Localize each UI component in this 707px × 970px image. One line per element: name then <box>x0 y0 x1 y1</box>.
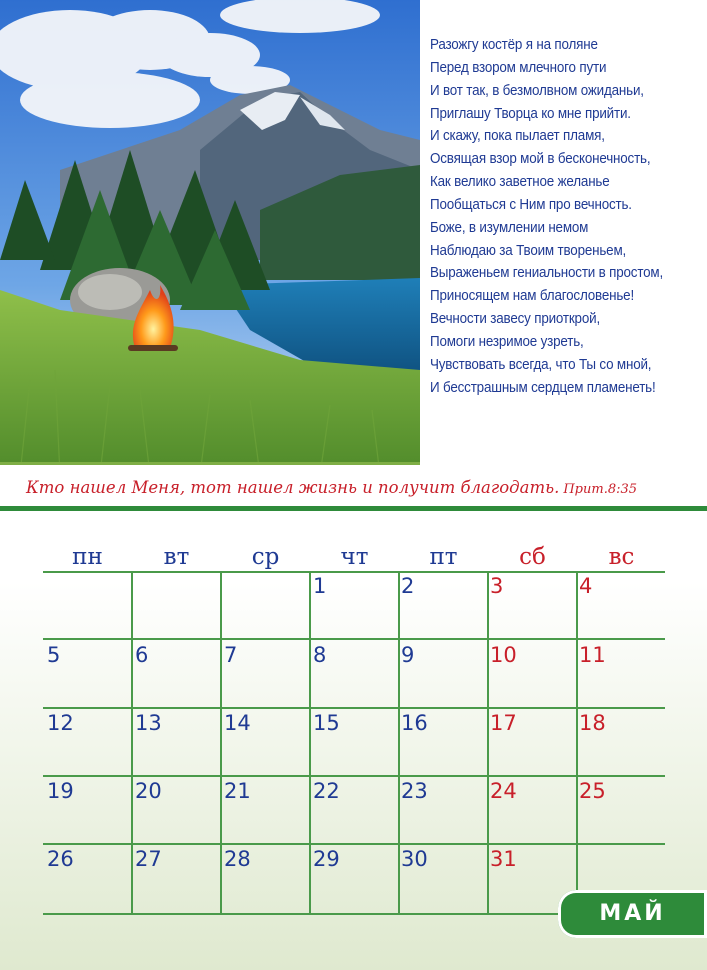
weekday-sat: сб <box>519 544 546 570</box>
day-cell: 10 <box>490 643 517 667</box>
grid-line <box>220 571 222 913</box>
landscape-photo <box>0 0 707 475</box>
poem-line: Наблюдаю за Твоим твореньем, <box>430 242 627 259</box>
day-cell: 2 <box>401 574 415 598</box>
day-cell: 9 <box>401 643 415 667</box>
day-cell: 8 <box>313 643 327 667</box>
poem-line: И вот так, в безмолвном ожиданьи, <box>430 82 644 99</box>
day-cell: 30 <box>401 847 428 871</box>
day-cell: 23 <box>401 779 428 803</box>
weekday-tue: вт <box>163 544 190 570</box>
day-cell: 15 <box>313 711 340 735</box>
day-cell: 19 <box>47 779 74 803</box>
grid-line <box>398 571 400 913</box>
weekday-fri: пт <box>429 544 458 570</box>
poem-line: Разожгу костёр я на поляне <box>430 37 598 53</box>
day-cell: 17 <box>490 711 517 735</box>
grid-line <box>43 707 665 709</box>
poem-line: Приглашу Творца ко мне прийти. <box>430 105 631 122</box>
day-cell: 27 <box>135 847 162 871</box>
poem-line: Освящая взор мой в бесконечность, <box>430 151 651 168</box>
poem-line: Приносящем нам благословенье! <box>430 288 634 305</box>
day-cell: 1 <box>313 574 327 598</box>
poem-panel <box>420 0 707 465</box>
verse-reference: Прит.8:35 <box>563 482 638 497</box>
day-cell: 31 <box>490 847 517 871</box>
day-cell: 6 <box>135 643 149 667</box>
day-cell: 3 <box>490 574 504 598</box>
day-cell: 21 <box>224 779 251 803</box>
day-cell: 25 <box>579 779 606 803</box>
day-cell: 26 <box>47 847 74 871</box>
day-cell: 20 <box>135 779 162 803</box>
poem-line: Вечности завесу приоткрой, <box>430 311 600 328</box>
weekday-thu: чт <box>340 544 369 570</box>
grid-line <box>43 638 665 640</box>
grid-line <box>576 571 578 891</box>
poem-line: Перед взором млечного пути <box>430 59 607 76</box>
poem-line: И бесстрашным сердцем пламенеть! <box>430 379 656 396</box>
grid-line <box>43 913 563 915</box>
grid-line <box>131 571 133 913</box>
day-cell: 28 <box>224 847 251 871</box>
day-cell: 29 <box>313 847 340 871</box>
month-tab <box>558 890 707 938</box>
poem-line: Чувствовать всегда, что Ты со мной, <box>430 356 652 373</box>
bible-verse <box>26 478 637 497</box>
poem-line: Выраженьем гениальности в простом, <box>430 265 664 282</box>
day-cell: 11 <box>579 643 606 667</box>
grid-line <box>43 843 665 845</box>
day-cell: 7 <box>224 643 238 667</box>
poem-line: Помоги незримое узреть, <box>430 333 584 350</box>
month-label: МАЙ <box>599 901 666 926</box>
poem-line: Как велико заветное желанье <box>430 174 610 191</box>
day-cell: 24 <box>490 779 517 803</box>
verse-text: Кто нашел Меня, тот нашел жизнь и получит благодать. <box>26 478 560 497</box>
grid-line <box>309 571 311 913</box>
day-cell: 18 <box>579 711 606 735</box>
weekday-wed: ср <box>251 544 280 570</box>
divider <box>0 506 707 511</box>
weekday-sun: вс <box>608 544 635 570</box>
day-cell: 16 <box>401 711 428 735</box>
day-cell: 14 <box>224 711 251 735</box>
day-cell: 13 <box>135 711 162 735</box>
poem-line: Пообщаться с Ним про вечность. <box>430 196 632 213</box>
poem-line: И скажу, пока пылает пламя, <box>430 128 605 145</box>
day-cell: 5 <box>47 643 61 667</box>
grid-line <box>43 571 665 573</box>
day-cell: 22 <box>313 779 340 803</box>
weekday-mon: пн <box>72 544 103 570</box>
grid-line <box>487 571 489 913</box>
grid-line <box>43 775 665 777</box>
day-cell: 4 <box>579 574 593 598</box>
poem-line: Боже, в изумлении немом <box>430 219 589 236</box>
day-cell: 12 <box>47 711 74 735</box>
